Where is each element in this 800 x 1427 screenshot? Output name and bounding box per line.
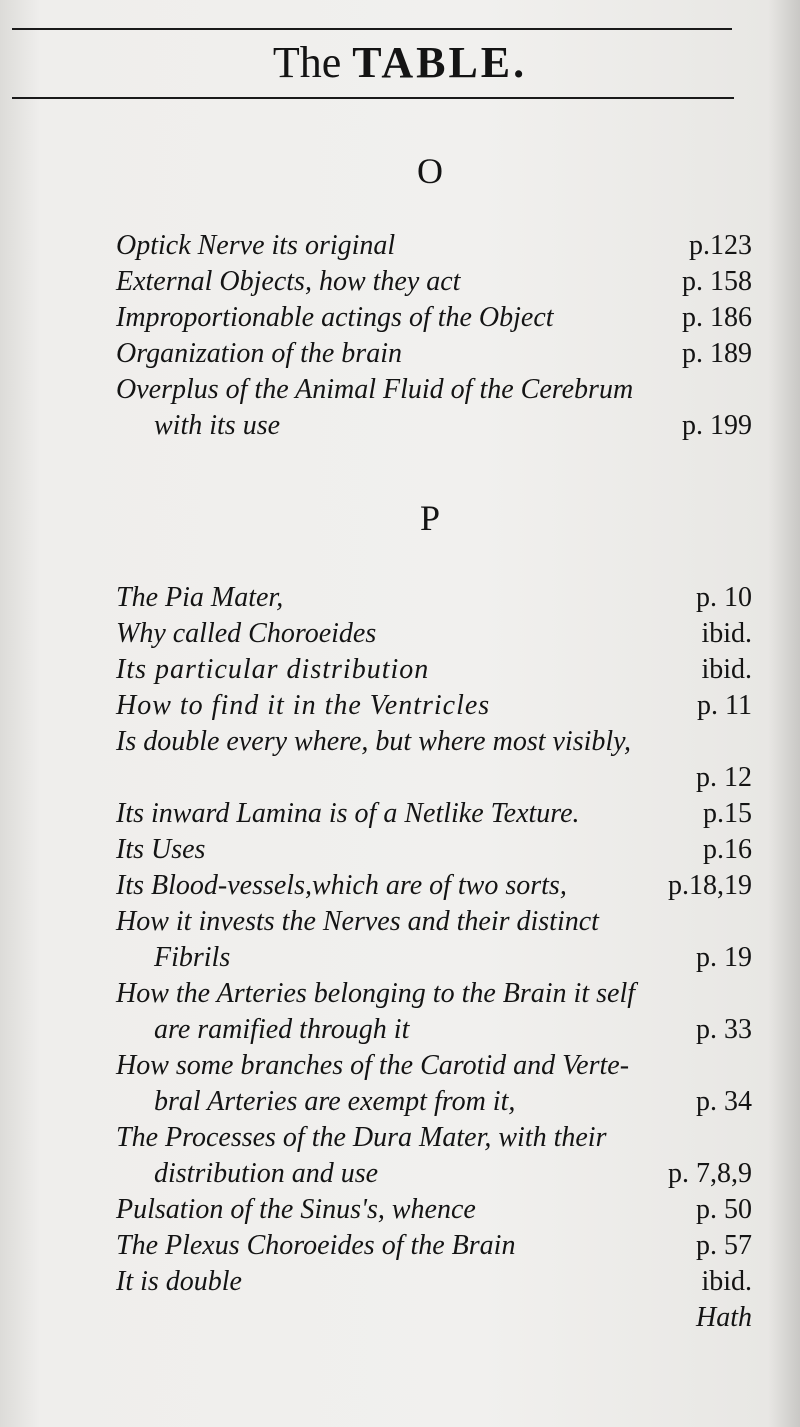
entry-text: Pulsation of the Sinus's, whence [116, 1194, 476, 1225]
index-entry [116, 228, 752, 264]
entry-text: How it invests the Nerves and their distinct [116, 906, 599, 937]
index-entry [116, 372, 752, 408]
index-entry-continuation [116, 1156, 752, 1192]
entry-page: ibid. [701, 618, 752, 649]
section-letter-p: P [419, 498, 441, 538]
entry-page: p.16 [703, 834, 752, 865]
entry-text: How to find it in the Ventricles [116, 690, 491, 721]
entry-page: p.123 [689, 230, 752, 261]
index-entry [116, 264, 752, 300]
section-p-entries [116, 580, 752, 1336]
entry-text: Its Blood-vessels,which are of two sorts, [116, 870, 567, 901]
entry-page: p. 199 [682, 410, 752, 441]
entry-page: p. 34 [696, 1086, 752, 1117]
entry-text: The Processes of the Dura Mater, with their [116, 1122, 607, 1153]
entry-page: p. 33 [696, 1014, 752, 1045]
entry-text: External Objects, how they act [116, 266, 461, 297]
entry-page: ibid. [701, 1266, 752, 1297]
index-entry [116, 580, 752, 616]
index-entry [116, 1120, 752, 1156]
entry-page: p. 7,8,9 [668, 1158, 752, 1189]
index-entry [116, 868, 752, 904]
entry-page: p. 11 [697, 690, 752, 721]
entry-page: p. 10 [696, 582, 752, 613]
entry-text: It is double [116, 1266, 242, 1297]
entry-text: Its Uses [116, 834, 206, 865]
entry-page: p. 57 [696, 1230, 752, 1261]
entry-text: Why called Choroeides [116, 618, 377, 649]
index-entry [116, 616, 752, 652]
entry-text: Organization of the brain [116, 338, 402, 369]
section-letter-o: O [417, 151, 443, 191]
index-entry [116, 1264, 752, 1300]
entry-page: p. 189 [682, 338, 752, 369]
catchword-row [116, 1300, 752, 1336]
header-prefix: The [272, 38, 342, 87]
index-entry-continuation [116, 760, 752, 796]
entry-text: Its particular distribution [116, 654, 430, 685]
index-entry [116, 652, 752, 688]
index-entry [116, 796, 752, 832]
index-entry [116, 1192, 752, 1228]
entry-text: Its inward Lamina is of a Netlike Texture. [116, 798, 580, 829]
entry-page: p. 19 [696, 942, 752, 973]
index-entry-continuation [116, 1084, 752, 1120]
index-entry [116, 688, 752, 724]
entry-text: Overplus of the Animal Fluid of the Cerebrum [116, 374, 634, 405]
entry-text: The Pia Mater, [116, 582, 284, 613]
index-entry [116, 832, 752, 868]
index-entry [116, 300, 752, 336]
entry-text: Optick Nerve its original [116, 230, 396, 261]
entry-text: with its use [154, 410, 281, 441]
entry-text: How some branches of the Carotid and Verte- [116, 1050, 630, 1081]
index-entry [116, 336, 752, 372]
index-entry [116, 976, 752, 1012]
entry-page: p. 186 [682, 302, 752, 333]
entry-page: p. 12 [696, 762, 752, 793]
index-entry [116, 904, 752, 940]
entry-page: p. 50 [696, 1194, 752, 1225]
index-entry [116, 724, 752, 760]
entry-text: Fibrils [154, 942, 231, 973]
header-title: TABLE. [352, 38, 528, 87]
index-entry [116, 1228, 752, 1264]
index-entry-continuation [116, 940, 752, 976]
page-header [0, 28, 800, 98]
entry-text: Improportionable actings of the Object [116, 302, 554, 333]
entry-text: The Plexus Choroeides of the Brain [116, 1230, 516, 1261]
index-entry-continuation [116, 408, 752, 444]
entry-page: p. 158 [682, 266, 752, 297]
entry-page: ibid. [701, 654, 752, 685]
entry-page: p.18,19 [668, 870, 752, 901]
entry-text: How the Arteries belonging to the Brain it self [116, 978, 635, 1009]
catchword: Hath [696, 1302, 752, 1333]
entry-page: p.15 [703, 798, 752, 829]
entry-text: bral Arteries are exempt from it, [154, 1086, 516, 1117]
section-o-entries [116, 228, 752, 444]
entry-text: distribution and use [154, 1158, 379, 1189]
entry-text: Is double every where, but where most visibly, [116, 726, 632, 757]
entry-text: are ramified through it [154, 1014, 410, 1045]
index-entry [116, 1048, 752, 1084]
header-rule-bottom [12, 97, 734, 99]
index-entry-continuation [116, 1012, 752, 1048]
